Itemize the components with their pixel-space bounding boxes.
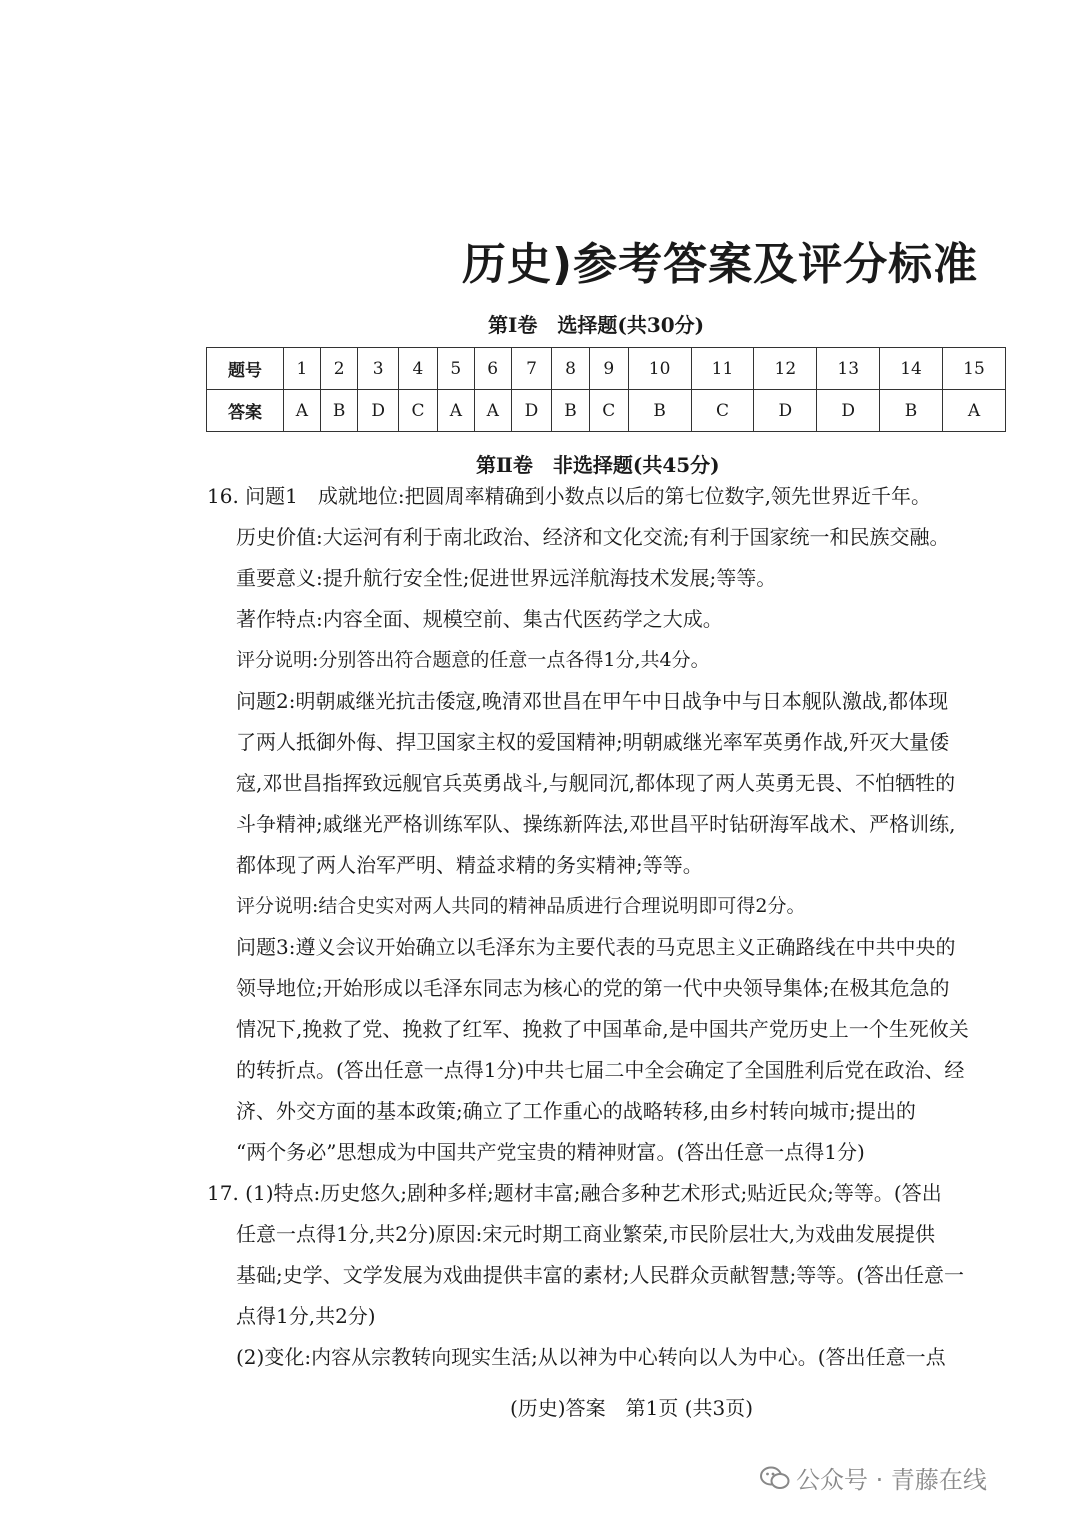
question-number-cell: 7 (511, 348, 552, 390)
answer-line: 著作特点:内容全面、规模空前、集古代医药学之大成。 (236, 607, 723, 631)
answer-cell: A (284, 390, 321, 432)
answer-cell: C (399, 390, 438, 432)
row-header-number: 题号 (207, 348, 284, 390)
answer-table (206, 347, 1006, 432)
answer-line: 17. (1)特点:历史悠久;剧种多样;题材丰富;融合多种艺术形式;贴近民众;等等。(答出 (207, 1181, 942, 1205)
answer-cell: B (628, 390, 691, 432)
question-number-cell: 2 (320, 348, 357, 390)
watermark-text: 公众号 · 青藤在线 (796, 1466, 987, 1494)
question-number-cell: 8 (552, 348, 589, 390)
scoring-note: 评分说明:结合史实对两人共同的精神品质进行合理说明即可得2分。 (236, 895, 806, 917)
question-number-cell: 11 (691, 348, 754, 390)
question-number-cell: 12 (754, 348, 817, 390)
section-two-heading: 第Ⅱ卷 非选择题(共45分) (476, 453, 720, 477)
section-one-heading: 第Ⅰ卷 选择题(共30分) (488, 313, 705, 337)
answer-cell: A (474, 390, 511, 432)
answer-line: (2)变化:内容从宗教转向现实生活;从以神为中心转向以人为中心。(答出任意一点 (236, 1345, 946, 1369)
answer-line: 情况下,挽救了党、挽救了红军、挽救了中国革命,是中国共产党历史上一个生死攸关 (236, 1017, 969, 1041)
answer-line: 问题3:遵义会议开始确立以毛泽东为主要代表的马克思主义正确路线在中共中央的 (236, 935, 956, 959)
question-number-cell: 5 (437, 348, 474, 390)
question-number-cell: 13 (817, 348, 880, 390)
answer-cell: A (437, 390, 474, 432)
answer-line: 寇,邓世昌指挥致远舰官兵英勇战斗,与舰同沉,都体现了两人英勇无畏、不怕牺牲的 (236, 771, 956, 795)
table-row (207, 390, 1006, 432)
answer-line: 领导地位;开始形成以毛泽东同志为核心的党的第一代中央领导集体;在极其危急的 (236, 976, 950, 1000)
answer-cell: D (817, 390, 880, 432)
answer-line: 重要意义:提升航行安全性;促进世界远洋航海技术发展;等等。 (236, 566, 777, 590)
answer-line: 了两人抵御外侮、捍卫国家主权的爱国精神;明朝戚继光率军英勇作战,歼灭大量倭 (236, 730, 950, 754)
answer-cell: A (942, 390, 1005, 432)
answer-line: 历史价值:大运河有利于南北政治、经济和文化交流;有利于国家统一和民族交融。 (236, 525, 950, 549)
question-number-cell: 4 (399, 348, 438, 390)
table-row (207, 348, 1006, 390)
question-number-cell: 9 (589, 348, 628, 390)
answer-cell: B (320, 390, 357, 432)
answer-line: 济、外交方面的基本政策;确立了工作重心的战略转移,由乡村转向城市;提出的 (236, 1099, 916, 1123)
answer-line: 点得1分,共2分) (236, 1304, 376, 1328)
answer-cell: C (589, 390, 628, 432)
question-number-cell: 14 (880, 348, 943, 390)
wechat-icon (760, 1465, 790, 1497)
answer-line: 问题2:明朝戚继光抗击倭寇,晚清邓世昌在甲午中日战争中与日本舰队激战,都体现 (236, 689, 949, 713)
answer-line: “两个务必”思想成为中国共产党宝贵的精神财富。(答出任意一点得1分) (236, 1140, 865, 1164)
answer-cell: D (358, 390, 399, 432)
watermark (760, 1460, 987, 1497)
answer-line: 16. 问题1 成就地位:把圆周率精确到小数点以后的第七位数字,领先世界近千年。 (207, 484, 931, 508)
question-number-cell: 1 (284, 348, 321, 390)
question-number-cell: 10 (628, 348, 691, 390)
answer-cell: B (552, 390, 589, 432)
question-number-cell: 6 (474, 348, 511, 390)
answer-line: 的转折点。(答出任意一点得1分)中共七届二中全会确定了全国胜利后党在政治、经 (236, 1058, 965, 1082)
answer-line: 斗争精神;戚继光严格训练军队、操练新阵法,邓世昌平时钻研海军战术、严格训练, (236, 812, 956, 836)
row-header-answer: 答案 (207, 390, 284, 432)
question-number-cell: 3 (358, 348, 399, 390)
answer-line: 任意一点得1分,共2分)原因:宋元时期工商业繁荣,市民阶层壮大,为戏曲发展提供 (236, 1222, 936, 1246)
answer-cell: C (691, 390, 754, 432)
answer-cell: B (880, 390, 943, 432)
answer-line: 都体现了两人治军严明、精益求精的务实精神;等等。 (236, 853, 703, 877)
answer-line: 基础;史学、文学发展为戏曲提供丰富的素材;人民群众贡献智慧;等等。(答出任意一 (236, 1263, 965, 1287)
answer-cell: D (511, 390, 552, 432)
answer-cell: D (754, 390, 817, 432)
document-title: 历史)参考答案及评分标准 (462, 239, 979, 290)
question-number-cell: 15 (942, 348, 1005, 390)
scoring-note: 评分说明:分别答出符合题意的任意一点各得1分,共4分。 (236, 649, 710, 671)
page-footer: (历史)答案 第1页 (共3页) (510, 1396, 754, 1420)
